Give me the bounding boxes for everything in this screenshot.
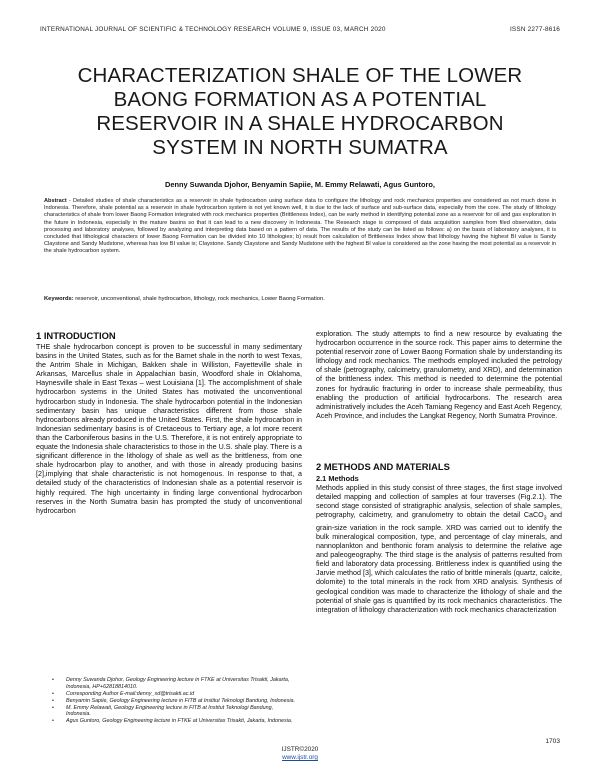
paper-title bbox=[40, 64, 560, 160]
keywords bbox=[44, 296, 556, 303]
title-line: CHARACTERIZATION SHALE OF THE LOWER bbox=[77, 64, 523, 87]
subscript-3: 3 bbox=[543, 515, 547, 522]
left-column bbox=[36, 330, 302, 516]
methods-section bbox=[316, 461, 562, 615]
abstract-label: Abstract bbox=[44, 198, 67, 204]
bullet-icon: • bbox=[52, 677, 54, 683]
footnote-item bbox=[52, 705, 296, 718]
footer-url-link[interactable]: www.ijstr.org bbox=[282, 754, 318, 761]
intro-paragraph-continued: exploration. The study attempts to find a new resource by evaluating the hydrocarbon occurrence in the source rock. This paper aims to determine the potential reservoir zone of Lower Baong Formation shale by understanding its lithology and rock mechanics. The methods employed included the petrology of shale (petrography, calcimetry, granulometry, and XRD), and determination of the brittleness index. This method is needed to determine the potential zones for hydraulic fracturing in order to increase shale permeability, thus enabling the production of artificial hydrocarbons. The research area administratively includes the Aceh Tamiang Regency and East Aceh Regency, Aceh Province, and includes the Langkat Regency, North Sumatra Province. bbox=[316, 330, 562, 420]
author-footnotes bbox=[52, 677, 296, 725]
subsection-heading-methods: 2.1 Methods bbox=[316, 474, 359, 483]
intro-paragraph: THE shale hydrocarbon concept is proven to be successful in many sedimentary basins in the United States, such as for the Barnet shale in the north to west Texas, the Antrim Shale in Michigan, Bakken shale in Williston, Fayetteville shale in Arkansas, Marcellus shale in Appalachian basin, Woodford shale in Oklahoma, Haynesville shale in East Texas – west Louisiana [1]. The accomplishment of shale hydrocarbon systems in the United States has motivated the unconventional hydrocarbon study in Indonesia. The shale hydrocarbon potential in the Indonesian sedimentary basin has unique characteristics different from those shale hydrocarbons already produced in the United States. First, the shale hydrocarbon in Indonesian sedimentary basins is of Cretaceous to Tertiary age, a lot more recent than the Carboniferous basins in the U.S. Therefore, it is not entirely appropriate to equate the Indonesia shale characteristics to those in the U.S. shale play. There is a significant difference in the lithology of shale as well as the brittleness, from one shale hydrocarbon play to another, and with those in already producing basins [2],implying that shale characteristic is not homogenous. In response to that, a detailed study of the characteristics of Indonesian shale as a potential reservoir is highly required. The high uncertainty in finding large conventional hydrocarbon reserves in the North Sumatra basin has prompted the study of unconventional hydrocarbon bbox=[36, 343, 302, 515]
section-heading-introduction: 1 INTRODUCTION bbox=[36, 330, 116, 341]
abstract-text: - Detailed studies of shale characteristics as a reservoir in shale hydrocarbon using surface data to configure the lithology and rock mechanics properties are considered as not much done in Indonesia. Therefore, shale potential as a reservoir in shale hydrocarbon system is not yet known well, it is due to the lack of surface and sub-surface data, especially from the core. The study of lithology characteristics of shale from lower Baong Formation integrated with rock mechanics properties (Brittleness Index), can be early method in identifying potential zone as a reservoir for oil and gas exploration in the future in Indonesia, especially in the mature basins so that it can lead to a new discovery in Indonesia. The Research stage is composed of data acquisition samples from filed observation, data processing and laboratory analyses, followed by analyzing and interpreting data based on a pattern of data. The results of the study can be listed as follows: a) on the basis of laboratory analyses, it is concluded that lithological characters of lower Baong Formation can be divided into 10 lithologies; b) result from calculation of Brittleness Index show that lithology having the highest BI value is Sandy Claystone and Sandy Mudstone, whereas has low BI value is; Claystone. Sandy Claystone and Sandy Mudstone with the highest BI value is considered as the zone having the most potential as a reservoir in the shale hydrocarbon system. bbox=[44, 198, 556, 255]
footnote-text: Agus Guntoro, Geology Engineering lecture in FTKE at Universitas Trisakti, Jakarta, Indonesia. bbox=[66, 718, 293, 724]
issn: ISSN 2277-8616 bbox=[509, 26, 560, 33]
author-list: Denny Suwanda Djohor, Benyamin Sapiie, M. Emmy Relawati, Agus Guntoro, bbox=[165, 180, 435, 189]
footnote-item bbox=[52, 691, 296, 698]
footnote-text: M. Emmy Relawati, Geology Engineering lecture in FITB at Institut Teknologi Bandung, Indonesia. bbox=[66, 704, 274, 717]
footnote-item bbox=[52, 698, 296, 705]
methods-text-start: Methods applied in this study consist of three stages, the first stage involved detailed mapping and collection of samples at four traverses (Fig.2.1). The second stage consisted of stratigraphic analysis, selection of shale samples, petrography, calcimetry, and granulometry to obtain the detail CaCO bbox=[316, 484, 562, 520]
page-footer bbox=[0, 746, 600, 762]
intro-continuation bbox=[316, 330, 562, 458]
footer-copyright: IJSTR©2020 bbox=[281, 746, 319, 753]
footnote-item bbox=[52, 718, 296, 725]
bullet-icon: • bbox=[52, 704, 54, 711]
footnote-text: Denny Suwanda Djohor, Geology Engineering lecture in FTKE at Universitas Trisakti, Jakarta, Indonesia, HP+62818814010. bbox=[66, 677, 290, 690]
footnote-item bbox=[52, 677, 296, 690]
bullet-icon: • bbox=[52, 690, 54, 697]
keywords-text: reservoir, unconventional, shale hydrocarbon, lithology, rock mechanics, Lower Baong Formation. bbox=[73, 296, 325, 302]
title-line: RESERVOIR IN A SHALE HYDROCARBON bbox=[96, 112, 504, 135]
bullet-icon: • bbox=[52, 697, 54, 704]
title-line: BAONG FORMATION AS A POTENTIAL bbox=[113, 88, 487, 111]
page-number: 1703 bbox=[545, 738, 560, 745]
methods-paragraph bbox=[316, 484, 562, 615]
footnote-text: Benyamin Sapiie, Geology Engineering lecture in FITB at Institut Teknologi Bandung, Indonesia. bbox=[66, 697, 296, 704]
section-heading-methods: 2 METHODS AND MATERIALS bbox=[316, 461, 450, 472]
title-line: SYSTEM IN NORTH SUMATRA bbox=[152, 136, 448, 159]
methods-text-end: and grain-size variation in the rock sample. XRD was carried out to identify the bulk mineralogical composition, type, and percentage of clay minerals, and nannoplankton and benthonic foram analysis to determine the relative age and paleogeography. The third stage is the analysis of patterns resulted from field and laboratory data processing. Brittleness index is quantified using the Jarvie method [3], which calculates the ratio of brittle minerals (quartz, calcite, dolomite) to the total minerals in the rock from XRD analysis. Synthesis of geological condition was made to characterize the lithology of shale and the potential of shale gas is quantified by its rock mechanics characteristics. The integration of lithology characterization with rock mechanics characterization bbox=[316, 511, 562, 614]
journal-name: INTERNATIONAL JOURNAL OF SCIENTIFIC & TECHNOLOGY RESEARCH VOLUME 9, ISSUE 03, MARCH 2020 bbox=[40, 26, 386, 33]
right-column bbox=[316, 330, 562, 615]
abstract bbox=[44, 198, 556, 256]
bullet-icon: • bbox=[52, 718, 54, 724]
keywords-label: Keywords: bbox=[44, 296, 74, 302]
footnote-text: Corresponding Author E-mail:denny_sd@trisakti.ac.id bbox=[66, 690, 195, 697]
